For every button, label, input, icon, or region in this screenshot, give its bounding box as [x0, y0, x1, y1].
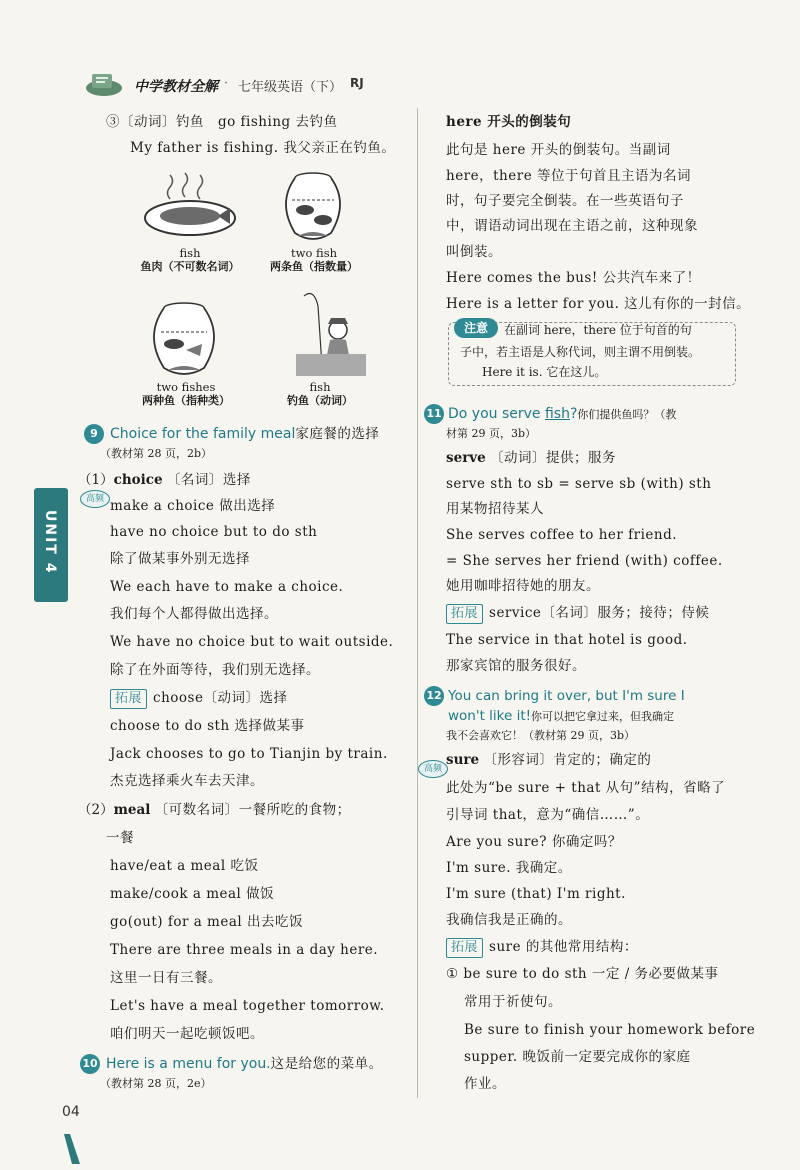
fish-verb-definition: ③〔动词〕钓鱼 go fishing 去钓鱼 — [106, 114, 338, 130]
inversion-line: 叫倒装。 — [446, 244, 502, 260]
sure-line: I'm sure (that) I'm right. — [446, 886, 626, 902]
sure-extension — [446, 937, 638, 958]
choice-extension-line: 杰克选择乘火车去天津。 — [110, 773, 264, 789]
section-12-title-line2 — [448, 706, 674, 727]
unit-tab — [34, 488, 68, 602]
meal-line: go(out) for a meal 出去吃饭 — [110, 914, 303, 930]
section-11-title-word: fish — [544, 406, 570, 422]
section-12-title-cn: 你可以把它拿过来，但我确定 — [531, 710, 675, 723]
inversion-line: 此句是 here 开头的倒装句。当副词 — [446, 142, 671, 158]
section-11-ref-start: （教 — [654, 408, 677, 421]
inversion-line: Here comes the bus! 公共汽车来了！ — [446, 270, 701, 286]
section-9-title — [110, 424, 379, 444]
header-separator: · — [224, 76, 229, 91]
serve-line: serve sth to sb = serve sb (with) sth — [446, 476, 712, 492]
meal-number: （2） — [78, 802, 114, 818]
caption-en: two fish — [290, 246, 338, 260]
section-10-title-cn: 这是给您的菜单。 — [270, 1056, 383, 1072]
section-12-title-line1 — [448, 686, 685, 706]
section-number-badge: 11 — [424, 404, 444, 424]
fish-plate-picture — [140, 170, 240, 240]
section-11-ref: 材第 29 页，3b） — [446, 427, 537, 440]
sure-line: 引导词 that，意为“确信……”。 — [446, 807, 650, 823]
meal-line: Let's have a meal together tomorrow. — [110, 998, 385, 1014]
section-11-title — [448, 404, 676, 425]
choice-line: We each have to make a choice. — [110, 579, 344, 595]
serve-extension-line: The service in that hotel is good. — [446, 632, 688, 648]
meal-line: make/cook a meal 做饭 — [110, 886, 275, 902]
choice-extension — [110, 688, 287, 709]
choice-word: choice — [113, 472, 163, 488]
caption-cn: 两条鱼（指数量） — [270, 260, 358, 273]
page-number: 04 — [62, 1104, 80, 1120]
choice-line: 我们每个人都得做出选择。 — [110, 606, 278, 622]
meal-line: 这里一日有三餐。 — [110, 970, 222, 986]
serve-line: 她用咖啡招待她的朋友。 — [446, 578, 600, 594]
fish-verb-example: My father is fishing. 我父亲正在钓鱼。 — [130, 140, 396, 156]
meal-line: have/eat a meal 吃饭 — [110, 858, 259, 874]
section-9-title-cn: 家庭餐的选择 — [295, 426, 380, 442]
section-10-title-en: Here is a menu for you. — [106, 1056, 271, 1072]
caption-cn: 鱼肉（不可数名词） — [140, 260, 240, 273]
section-11-title-mark: ? — [569, 406, 578, 422]
serve-heading — [446, 448, 616, 468]
meal-line: There are three meals in a day here. — [110, 942, 379, 958]
sure-line: I'm sure. 我确定。 — [446, 860, 572, 876]
section-12-ref-line — [446, 726, 635, 746]
choice-line: make a choice 做出选择 — [110, 498, 276, 514]
page-corner-mark — [62, 1134, 82, 1164]
meal-pos-cont: 一餐 — [106, 830, 134, 846]
serve-pos: 〔动词〕提供；服务 — [490, 450, 617, 466]
inversion-line: 时，句子要完全倒装。在一些英语句子 — [446, 193, 684, 209]
serve-extension-text: service〔名词〕服务；接待；侍候 — [489, 605, 710, 621]
serve-line: = She serves her friend (with) coffee. — [446, 553, 723, 569]
serve-line: 用某物招待某人 — [446, 501, 544, 517]
serve-extension-line: 那家宾馆的服务很好。 — [446, 658, 586, 674]
section-11-title-cn: 你们提供鱼吗？ — [577, 408, 655, 421]
sure-line: Are you sure? 你确定吗？ — [446, 834, 622, 850]
caption-en: fish — [309, 380, 331, 394]
inversion-heading: here 开头的倒装句 — [446, 114, 572, 130]
extension-tag: 拓展 — [446, 938, 483, 958]
two-fishes-bowl-picture — [146, 300, 222, 380]
section-number-badge: 9 — [84, 424, 104, 444]
choice-line: 除了在外面等待，我们别无选择。 — [110, 662, 320, 678]
two-fish-bowl-picture — [278, 170, 348, 245]
sure-word: sure — [446, 752, 480, 768]
choice-extension-line: Jack chooses to go to Tianjin by train. — [110, 746, 388, 762]
sure-line: 此处为“be sure + that 从句”结构，省略了 — [446, 780, 726, 796]
note-line: 在副词 here，there 位于句首的句 — [504, 323, 692, 337]
serve-word: serve — [446, 450, 486, 466]
sure-extension-text: sure 的其他常用结构： — [489, 939, 638, 955]
extension-tag: 拓展 — [446, 604, 483, 624]
section-number-badge: 10 — [80, 1054, 100, 1074]
choice-extension-line: choose to do sth 选择做某事 — [110, 718, 305, 734]
book-logo-icon — [84, 70, 124, 98]
caption-fish-food — [128, 246, 252, 274]
high-frequency-badge: 高频 — [418, 760, 448, 778]
inversion-line: here，there 等位于句首且主语为名词 — [446, 168, 691, 184]
section-10-title — [106, 1054, 383, 1074]
meal-word: meal — [113, 802, 151, 818]
brand-title: 中学教材全解 — [134, 79, 218, 95]
caption-two-fish — [262, 246, 366, 274]
section-12-ref: （教材第 29 页，3b） — [523, 729, 636, 742]
serve-line: She serves coffee to her friend. — [446, 527, 678, 543]
meal-line: 咱们明天一起吃顿饭吧。 — [110, 1026, 264, 1042]
caption-en: fish — [179, 246, 201, 260]
unit-tab-label: UNIT 4 — [42, 510, 58, 575]
sure-extension-line: 常用于祈使句。 — [464, 994, 562, 1010]
caption-cn: 两种鱼（指种类） — [142, 394, 230, 407]
sure-extension-line: supper. 晚饭前一定要完成你的家庭 — [464, 1049, 691, 1065]
meal-pos: 〔可数名词〕一餐所吃的食物； — [154, 802, 351, 818]
choice-line: We have no choice but to wait outside. — [110, 634, 394, 650]
extension-tag: 拓展 — [110, 689, 147, 709]
caption-fishing — [270, 380, 370, 408]
sure-extension-line: Be sure to finish your homework before — [464, 1022, 756, 1038]
fishing-man-picture — [296, 290, 366, 376]
sure-extension-line: ① be sure to do sth 一定 / 务必要做某事 — [446, 966, 719, 982]
sure-extension-line: 作业。 — [464, 1076, 506, 1092]
caption-two-fishes — [130, 380, 242, 408]
caption-en: two fishes — [156, 380, 216, 394]
high-frequency-badge: 高频 — [80, 490, 110, 508]
section-12-title-en: You can bring it over, but I'm sure I — [448, 688, 685, 704]
book-title: 七年级英语（下） — [238, 80, 343, 95]
note-line: 子中，若主语是人称代词，则主谓不用倒装。 — [460, 345, 701, 359]
choice-extension-text: choose〔动词〕选择 — [153, 690, 288, 706]
caption-cn: 钓鱼（动词） — [287, 394, 353, 407]
inversion-line: Here is a letter for you. 这儿有你的一封信。 — [446, 296, 751, 312]
note-line: Here it is. 它在这儿。 — [482, 365, 607, 379]
choice-line: have no choice but to do sth — [110, 524, 318, 540]
choice-line: 除了做某事外别无选择 — [110, 551, 250, 567]
section-9-title-en: Choice for the family meal — [110, 426, 296, 442]
sure-line: 我确信我是正确的。 — [446, 912, 572, 928]
sure-heading — [446, 750, 651, 770]
section-number-badge: 12 — [424, 686, 444, 706]
meal-heading — [78, 800, 351, 820]
sure-pos: 〔形容词〕肯定的；确定的 — [483, 752, 652, 768]
edition-label: RJ — [350, 76, 364, 90]
note-badge: 注意 — [454, 318, 498, 338]
serve-extension — [446, 603, 709, 624]
choice-heading — [78, 470, 251, 490]
section-10-ref: （教材第 28 页，2e） — [100, 1077, 212, 1090]
section-12-cn-2: 我不会喜欢它！ — [446, 729, 523, 742]
section-11-title-en: Do you serve — [448, 406, 545, 422]
column-divider — [417, 108, 418, 1098]
inversion-line: 中，谓语动词出现在主语之前，这种现象 — [446, 218, 698, 234]
section-12-title-en-2: won't like it! — [448, 708, 532, 724]
choice-number: （1） — [78, 472, 114, 488]
choice-pos: 〔名词〕选择 — [166, 472, 251, 488]
section-9-ref: （教材第 28 页，2b） — [100, 447, 213, 460]
page-header — [84, 66, 384, 100]
